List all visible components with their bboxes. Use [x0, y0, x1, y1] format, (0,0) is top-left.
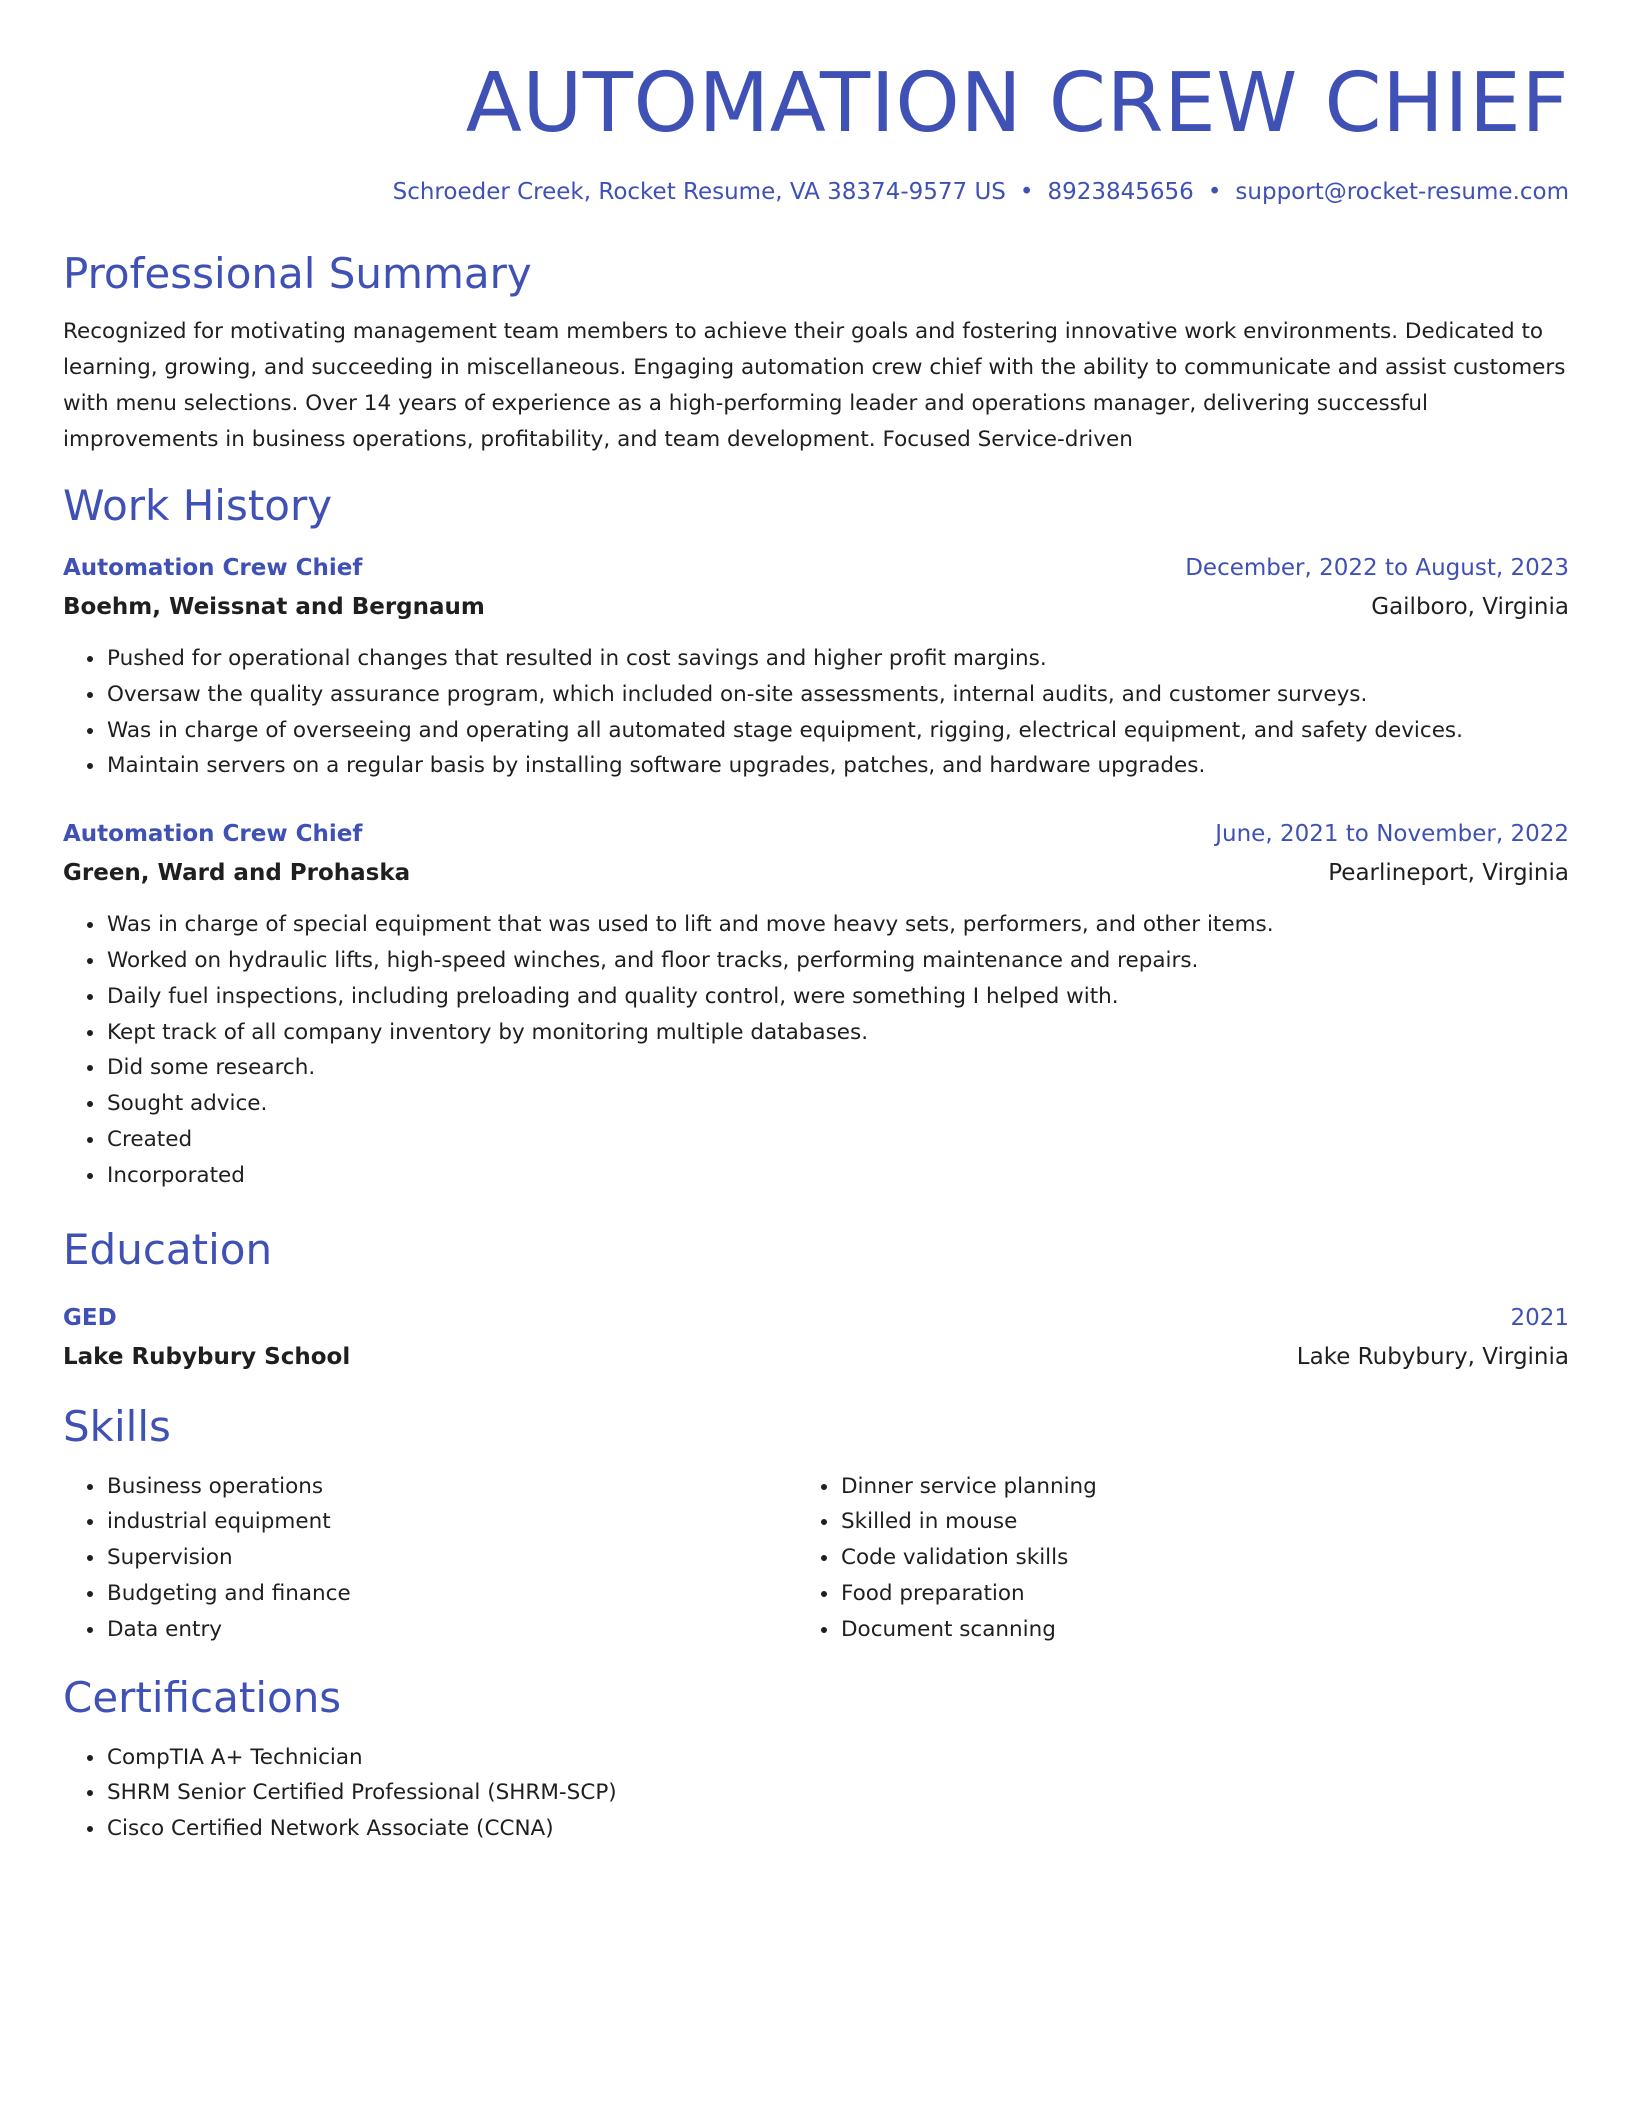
job-subheader	[63, 855, 1569, 891]
resume-title: AUTOMATION CREW CHIEF	[465, 56, 1569, 151]
education-year: 2021	[1510, 1304, 1569, 1331]
skill-item: • Data entry	[106, 1612, 797, 1648]
certification-item: • Cisco Certified Network Associate (CCNA)	[106, 1811, 1569, 1847]
job-bullet: • Daily fuel inspections, including preloading and quality control, were something I helped with.	[106, 979, 1569, 1015]
contact-separator: •	[1019, 179, 1034, 205]
education-school: Lake Rubybury School	[63, 1343, 351, 1370]
job-entry	[63, 550, 1569, 784]
summary-text: Recognized for motivating management team members to achieve their goals and fostering innovative work environments. Dedicated to learning, growing, and succeeding in miscellaneous. Engaging automation crew chief with the ability to communicate and assist customers with menu selections. Over 14 years of experience as a high-performing leader and operations manager, delivering successful improvements in business operations, profitability, and team development. Focused Service-driven	[63, 319, 1566, 452]
contact-address: Schroeder Creek, Rocket Resume, VA 38374-9577 US	[392, 179, 1006, 205]
job-subheader	[63, 589, 1569, 625]
skill-item: • Code validation skills	[840, 1540, 1531, 1576]
education-degree: GED	[63, 1304, 117, 1331]
certification-item: • SHRM Senior Certified Professional (SHRM-SCP)	[106, 1775, 1569, 1811]
job-header	[63, 816, 1569, 852]
skill-item: • Food preparation	[840, 1576, 1531, 1612]
certifications-list	[63, 1740, 1569, 1847]
job-bullet: • Did some research.	[106, 1050, 1569, 1086]
skills-grid	[63, 1469, 1569, 1648]
education-header	[63, 1300, 1569, 1336]
job-dates: June, 2021 to November, 2022	[1215, 821, 1569, 848]
job-bullets	[63, 641, 1569, 784]
job-header	[63, 550, 1569, 586]
skill-item: • Budgeting and finance	[106, 1576, 797, 1612]
job-bullet: • Oversaw the quality assurance program, which included on-site assessments, internal audits, and customer surveys.	[106, 677, 1569, 713]
job-dates: December, 2022 to August, 2023	[1185, 555, 1569, 581]
skills-heading: Skills	[63, 1401, 171, 1451]
contact-line	[63, 176, 1569, 208]
job-bullet: • Kept track of all company inventory by monitoring multiple databases.	[106, 1015, 1569, 1051]
education-heading: Education	[63, 1224, 273, 1274]
job-location: Pearlineport, Virginia	[1328, 860, 1569, 887]
job-bullet: • Pushed for operational changes that resulted in cost savings and higher profit margins.	[106, 641, 1569, 677]
skill-item: • Dinner service planning	[840, 1469, 1531, 1505]
skill-item: • Document scanning	[840, 1612, 1531, 1648]
job-location: Gailboro, Virginia	[1371, 594, 1569, 620]
job-bullet: • Created	[106, 1122, 1569, 1158]
contact-email[interactable]: support@rocket-resume.com	[1235, 179, 1569, 205]
job-bullet: • Incorporated	[106, 1158, 1569, 1194]
job-bullet: • Was in charge of special equipment that was used to lift and move heavy sets, performers, and other items.	[106, 907, 1569, 943]
job-company: Boehm, Weissnat and Bergnaum	[63, 594, 485, 620]
job-bullet: • Maintain servers on a regular basis by installing software upgrades, patches, and hardware upgrades.	[106, 748, 1569, 784]
job-bullet: • Sought advice.	[106, 1086, 1569, 1122]
skill-item: • Skilled in mouse	[840, 1504, 1531, 1540]
contact-separator: •	[1207, 179, 1222, 205]
skill-item: • Business operations	[106, 1469, 797, 1505]
education-location: Lake Rubybury, Virginia	[1296, 1343, 1569, 1370]
skill-item: • industrial equipment	[106, 1504, 797, 1540]
job-company: Green, Ward and Prohaska	[63, 860, 411, 887]
job-bullet: • Worked on hydraulic lifts, high-speed winches, and floor tracks, performing maintenance and repairs.	[106, 943, 1569, 979]
job-bullet: • Was in charge of overseeing and operating all automated stage equipment, rigging, electrical equipment, and safety devices.	[106, 713, 1569, 749]
education-subheader	[63, 1339, 1569, 1375]
summary-heading: Professional Summary	[63, 249, 532, 298]
job-bullets	[63, 907, 1569, 1193]
certifications-heading: Certifications	[63, 1672, 342, 1722]
job-entry	[63, 816, 1569, 1193]
skill-item: • Supervision	[106, 1540, 797, 1576]
education-entry	[63, 1300, 1569, 1375]
certification-item: • CompTIA A+ Technician	[106, 1740, 1569, 1776]
skills-left-column	[63, 1469, 797, 1648]
contact-phone: 8923845656	[1047, 179, 1194, 205]
job-role: Automation Crew Chief	[63, 555, 363, 581]
job-role: Automation Crew Chief	[63, 821, 363, 848]
skills-right-column	[797, 1469, 1531, 1648]
work-history-heading: Work History	[63, 481, 333, 530]
